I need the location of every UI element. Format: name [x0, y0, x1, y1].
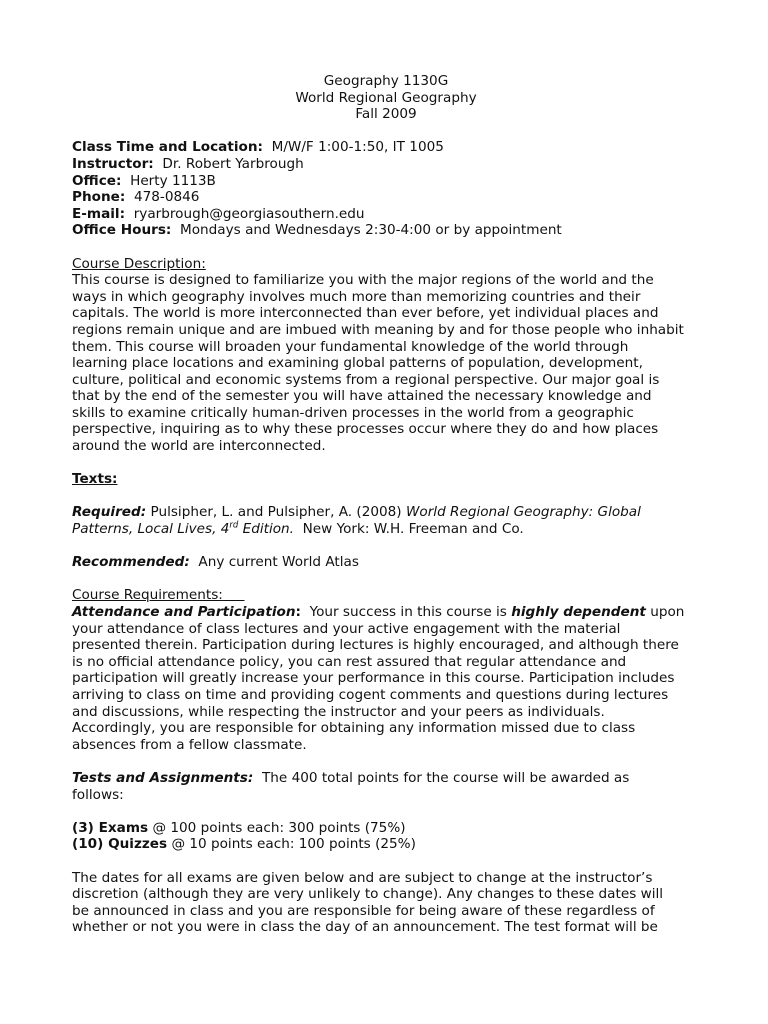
description-heading: Course Description:	[72, 255, 206, 272]
info-label: E-mail:	[72, 205, 126, 222]
tests-intro: The 400 total points for the course will be awarded as	[261, 769, 630, 786]
description-line: learning place locations and examining global patterns of population, development,	[72, 355, 643, 372]
dates-line: discretion (although they are very unlikely to change). Any changes to these dates will	[72, 886, 664, 903]
texts-section	[72, 471, 700, 571]
requirements-heading	[72, 587, 700, 604]
tests-intro-line2: follows:	[72, 786, 124, 803]
required-title-1: World Regional Geography: Global	[405, 504, 641, 521]
info-label: Phone:	[72, 189, 126, 206]
required-edition: Edition.	[238, 521, 294, 538]
description-line: perspective, inquiring as to why these processes occur where they do and how places	[72, 421, 659, 438]
requirements-heading-text: Course Requirements:	[72, 587, 223, 604]
recommended-label: Recommended:	[72, 554, 190, 571]
attendance-first-line	[72, 604, 700, 621]
attendance-intro: Your success in this course is	[309, 604, 507, 620]
attendance-line: absences from a fellow classmate.	[72, 736, 307, 753]
texts-heading: Texts:	[72, 471, 118, 488]
info-value: ryarbrough@georgiasouthern.edu	[133, 205, 365, 222]
attendance-emphasis: highly dependent	[511, 604, 646, 620]
info-phone	[72, 189, 700, 206]
attendance-colon: :	[295, 604, 301, 620]
quizzes-label: (10) Quizzes	[72, 836, 168, 853]
course-info	[72, 139, 700, 239]
attendance-line: Accordingly, you are responsible for obtaining any information missed due to class	[72, 720, 636, 737]
info-instructor	[72, 156, 700, 173]
info-label: Instructor:	[72, 155, 154, 172]
required-label: Required:	[72, 504, 147, 521]
course-title: World Regional Geography	[295, 89, 477, 106]
attendance-line: your attendance of class lectures and your active engagement with the material	[72, 620, 621, 637]
course-term: Fall 2009	[355, 106, 417, 123]
description-line: ways in which geography involves much more than memorizing countries and their	[72, 288, 641, 305]
syllabus-page	[72, 73, 700, 936]
description-line: around the world are interconnected.	[72, 438, 326, 455]
quizzes-value: @ 10 points each: 100 points (25%)	[171, 836, 416, 853]
attendance-line: participation will greatly increase your performance in this course. Participation includes	[72, 670, 675, 687]
info-value: Dr. Robert Yarbrough	[162, 155, 304, 172]
requirements-section	[72, 587, 700, 935]
dates-line: whether or not you were in class the day of an announcement. The test format will be	[72, 919, 658, 936]
tests-first-line	[72, 770, 700, 787]
description-line: capitals. The world is more interconnected than ever before, yet individual places and	[72, 305, 659, 322]
exams-label: (3) Exams	[72, 819, 149, 836]
required-authors: Pulsipher, L. and Pulsipher, A. (2008)	[150, 504, 402, 521]
required-text	[72, 504, 700, 521]
document-header	[72, 73, 700, 123]
info-class-time	[72, 139, 700, 156]
info-value: Herty 1113B	[130, 172, 216, 189]
recommended-value: Any current World Atlas	[198, 554, 359, 571]
attendance-line: presented therein. Participation during lectures is highly encouraged, and although there	[72, 637, 679, 654]
recommended-text	[72, 554, 700, 571]
description-line: regions remain unique and are imbued with meaning by and for those people who inhabit	[72, 321, 684, 338]
description-line: culture, political and economic systems from a regional perspective. Our major goal is	[72, 371, 660, 388]
required-title-2: Patterns, Local Lives, 4	[72, 521, 230, 538]
dates-line: be announced in class and you are responsible for being aware of these regardless of	[72, 902, 655, 919]
description-line: that by the end of the semester you will have attained the necessary knowledge and	[72, 388, 652, 405]
info-office	[72, 173, 700, 190]
info-value: M/W/F 1:00-1:50, IT 1005	[271, 139, 444, 156]
tests-label: Tests and Assignments:	[72, 769, 254, 786]
required-publisher: New York: W.H. Freeman and Co.	[302, 521, 524, 538]
attendance-line: arriving to class on time and providing cogent comments and questions during lectures	[72, 686, 669, 703]
info-value: 478-0846	[133, 189, 200, 206]
info-label: Office:	[72, 172, 122, 189]
description-line: them. This course will broaden your fundamental knowledge of the world through	[72, 338, 629, 355]
attendance-label: Attendance and Participation	[72, 604, 296, 620]
info-label: Class Time and Location:	[72, 139, 263, 156]
info-label: Office Hours:	[72, 222, 172, 239]
description-line: skills to examine critically human-driven processes in the world from a geographic	[72, 404, 634, 421]
description-line: This course is designed to familiarize you with the major regions of the world and the	[72, 272, 654, 289]
attendance-after: upon	[650, 604, 685, 620]
exams-line	[72, 820, 700, 837]
info-office-hours	[72, 222, 700, 239]
exams-value: @ 100 points each: 300 points (75%)	[152, 819, 406, 836]
required-sup: rd	[229, 520, 239, 531]
attendance-line: and discussions, while respecting the instructor and your peers as individuals.	[72, 703, 605, 720]
course-number: Geography 1130G	[323, 73, 449, 89]
quizzes-line	[72, 836, 700, 853]
info-email	[72, 206, 700, 223]
attendance-line: is no official attendance policy, you can rest assured that regular attendance and	[72, 653, 627, 670]
dates-line: The dates for all exams are given below and are subject to change at the instructor’s	[72, 869, 653, 886]
info-value: Mondays and Wednesdays 2:30-4:00 or by appointment	[180, 222, 562, 239]
course-description	[72, 256, 700, 455]
required-text-line2	[72, 521, 700, 538]
